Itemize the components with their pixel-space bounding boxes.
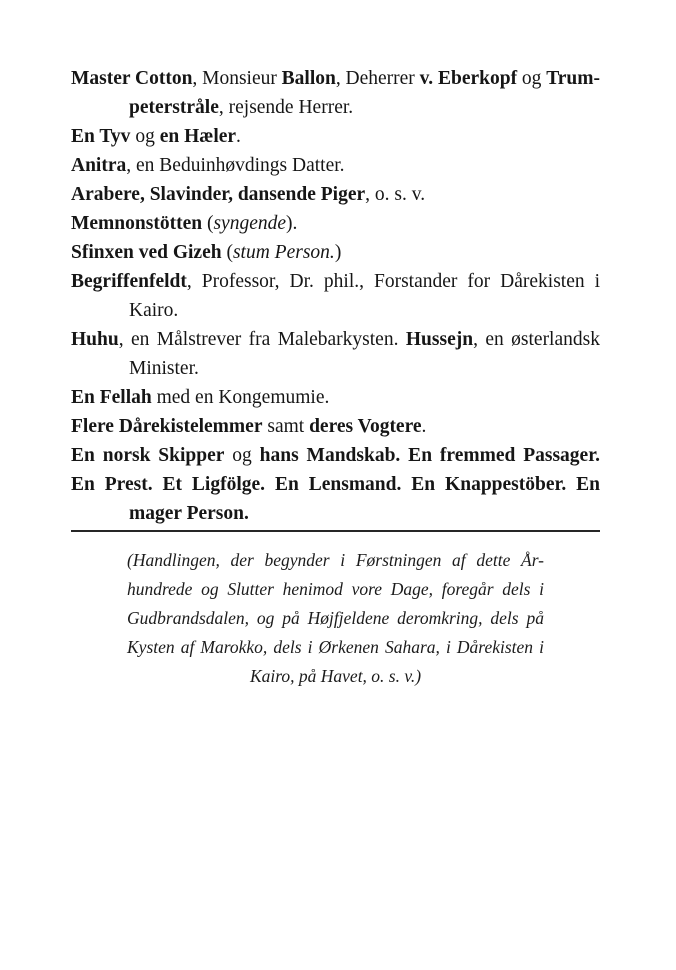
text-segment: En Tyv <box>71 126 131 147</box>
text-segment: Huhu <box>71 329 119 350</box>
text-segment: Master Cotton <box>71 68 193 89</box>
cast-line <box>71 441 600 470</box>
setting-line <box>127 604 544 633</box>
cast-line <box>71 412 600 441</box>
text-segment: En Fellah <box>71 387 152 408</box>
text-segment: , en Beduinhøvdings Datter. <box>126 155 345 176</box>
text-segment: og <box>224 445 260 466</box>
setting-line <box>127 575 544 604</box>
setting-line <box>127 546 544 575</box>
cast-line <box>71 499 600 528</box>
text-segment: , en Målstrever fra Malebarkysten. <box>118 329 406 350</box>
cast-line <box>71 238 600 267</box>
cast-line <box>71 383 600 412</box>
cast-line <box>71 470 600 499</box>
setting-line <box>127 662 544 691</box>
setting-line <box>127 633 544 662</box>
text-segment: En Prest. Et Ligfölge. En Lensmand. En Knappestöber. En <box>71 474 601 495</box>
text-segment: Minister. <box>129 358 199 379</box>
cast-line <box>71 93 600 122</box>
cast-line <box>71 151 600 180</box>
text-segment: Kysten af Marokko, dels i Ørkenen Sahara, i Dårekisten i <box>127 637 545 657</box>
cast-line <box>71 122 600 151</box>
text-segment: , en østerlandsk <box>473 329 600 350</box>
text-segment: Flere Dårekistelemmer <box>71 416 263 437</box>
text-segment: , Monsieur <box>192 68 282 89</box>
cast-line <box>71 209 600 238</box>
text-segment: Sfinxen ved Gizeh <box>71 242 222 263</box>
text-segment: Arabere, Slavinder, dansende Piger <box>71 184 366 205</box>
text-segment: stum Person. <box>232 242 335 263</box>
text-segment: syngende <box>213 213 287 234</box>
text-segment: peterstråle <box>129 97 219 118</box>
cast-line <box>71 267 600 296</box>
text-segment: Hussejn <box>405 329 474 350</box>
text-segment: . <box>236 126 241 147</box>
text-segment: hundrede og Slutter henimod vore Dage, foregår dels i <box>127 579 544 599</box>
text-segment: Trum- <box>546 68 600 89</box>
text-segment: , rejsende Herrer. <box>218 97 354 118</box>
text-segment: mager Person. <box>129 503 249 524</box>
text-segment: Begriffenfeldt <box>71 271 187 292</box>
text-segment: Kairo, på Havet, o. s. v.) <box>249 666 422 686</box>
text-segment: , Professor, Dr. phil., Forstander for Dårekisten i <box>186 271 601 292</box>
text-segment: en Hæler <box>159 126 237 147</box>
text-segment: v. Eberkopf <box>419 68 518 89</box>
text-segment: , Deherrer <box>335 68 420 89</box>
cast-line <box>71 296 600 325</box>
text-segment: . <box>421 416 427 437</box>
text-segment: Anitra <box>71 155 127 176</box>
section-divider <box>71 530 600 532</box>
cast-line <box>71 325 600 354</box>
text-segment: ( <box>221 242 233 263</box>
cast-line <box>71 354 600 383</box>
text-segment: ( <box>202 213 214 234</box>
text-segment: Kairo. <box>129 300 179 321</box>
text-segment: med en Kongemumie. <box>151 387 330 408</box>
text-segment: Memnonstötten <box>71 213 203 234</box>
text-segment: Gudbrandsdalen, og på Højfjeldene deromkring, dels på <box>127 608 544 628</box>
text-segment: samt <box>262 416 310 437</box>
text-segment: ) <box>334 242 342 263</box>
text-segment: , o. s. v. <box>365 184 426 205</box>
text-segment: Ballon <box>281 68 336 89</box>
cast-line <box>71 64 600 93</box>
text-segment: deres Vogtere <box>309 416 422 437</box>
text-segment: hans Mandskab. En fremmed Passager. <box>259 445 600 466</box>
text-segment: ). <box>286 213 298 234</box>
text-segment: (Handlingen, der begynder i Førstningen af dette År- <box>127 550 545 570</box>
text-segment: og <box>130 126 160 147</box>
character-list <box>71 64 600 528</box>
cast-line <box>71 180 600 209</box>
text-segment: og <box>517 68 547 89</box>
setting-note <box>127 546 544 691</box>
text-segment: En norsk Skipper <box>71 445 225 466</box>
